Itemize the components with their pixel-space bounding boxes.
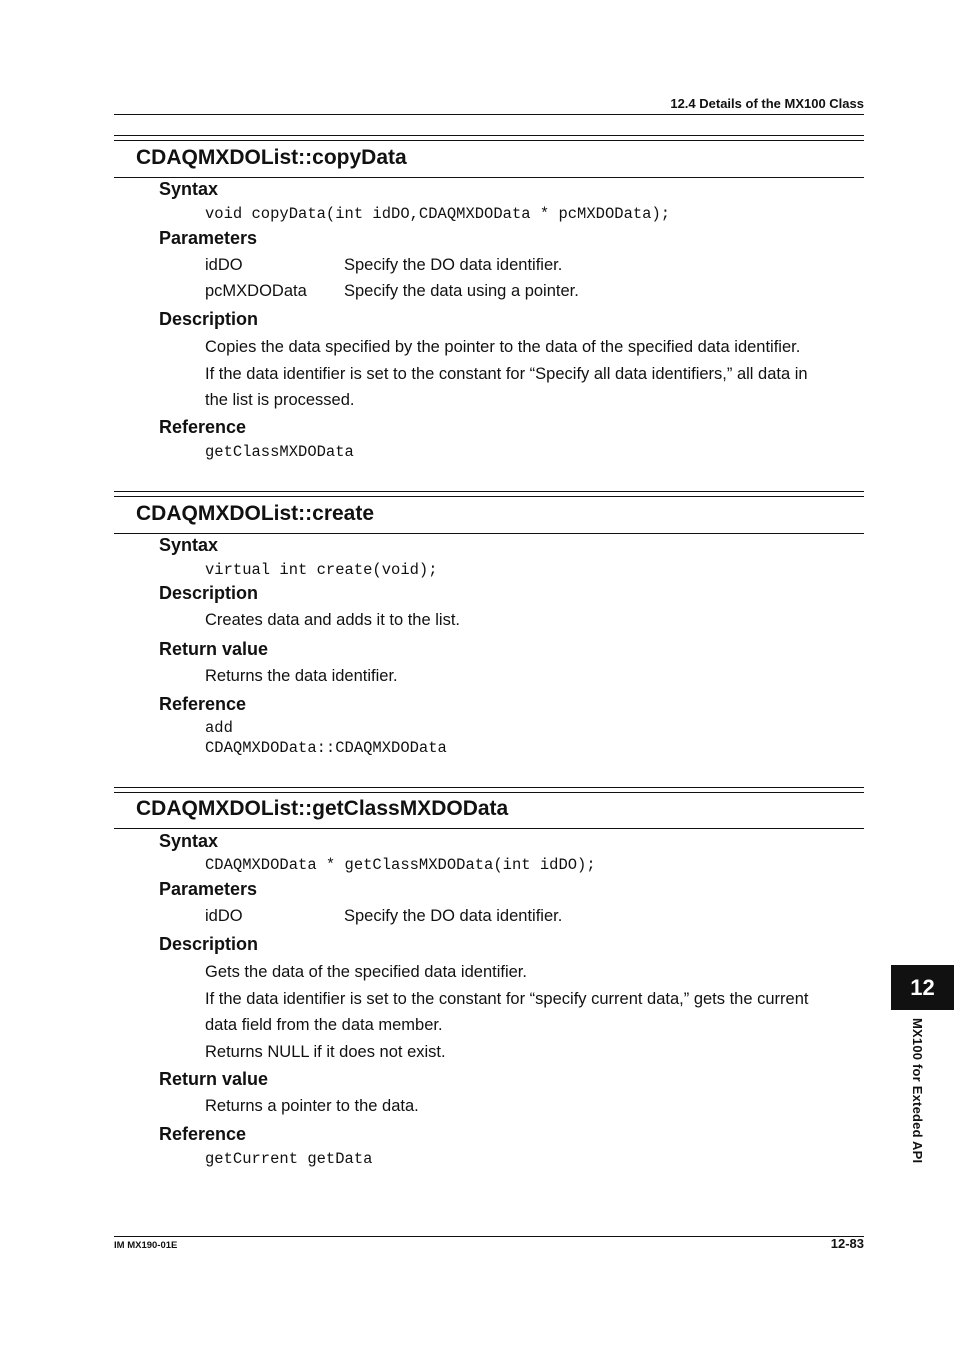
description-line: Copies the data specified by the pointer to the data of the specified data identifier. <box>205 338 801 356</box>
param-desc: Specify the data using a pointer. <box>344 282 579 300</box>
footer-doc-id: IM MX190-01E <box>114 1240 178 1251</box>
return-text: Returns the data identifier. <box>205 667 398 685</box>
syntax-heading: Syntax <box>159 179 219 199</box>
description-line: Gets the data of the specified data identifier. <box>205 963 527 981</box>
description-line: Creates data and adds it to the list. <box>205 611 460 629</box>
parameters-heading: Parameters <box>159 879 258 899</box>
param-desc: Specify the DO data identifier. <box>344 907 563 925</box>
section-rule-bottom <box>114 177 864 178</box>
return-heading: Return value <box>159 639 269 659</box>
reference-code: getClassMXDOData <box>205 443 354 461</box>
reference-heading: Reference <box>159 417 247 437</box>
reference-code: getCurrent getData <box>205 1150 373 1168</box>
description-heading: Description <box>159 583 259 603</box>
description-line: the list is processed. <box>205 391 355 409</box>
reference-heading: Reference <box>159 1124 247 1144</box>
param-name: idDO <box>205 907 243 925</box>
syntax-code: CDAQMXDOData * getClassMXDOData(int idDO); <box>205 856 596 874</box>
return-text: Returns a pointer to the data. <box>205 1097 419 1115</box>
param-name: idDO <box>205 256 243 274</box>
reference-code: CDAQMXDOData::CDAQMXDOData <box>205 739 447 757</box>
footer-page-number: 12-83 <box>830 1236 864 1251</box>
section-rule-bottom <box>114 828 864 829</box>
reference-heading: Reference <box>159 694 247 714</box>
footer-rule <box>114 1236 864 1237</box>
running-header: 12.4 Details of the MX100 Class <box>670 96 864 111</box>
section-title: CDAQMXDOList::getClassMXDOData <box>136 797 509 820</box>
description-heading: Description <box>159 934 259 954</box>
parameters-heading: Parameters <box>159 228 258 248</box>
description-line: If the data identifier is set to the constant for “specify current data,” gets the current <box>205 989 809 1008</box>
description-text <box>205 959 855 1065</box>
reference-code: add <box>205 719 233 737</box>
section-title: CDAQMXDOList::create <box>136 502 375 525</box>
section-rule-top <box>114 135 864 136</box>
description-line: If the data identifier is set to the constant for “Specify all data identifiers,” all data in <box>205 364 808 383</box>
syntax-code: virtual int create(void); <box>205 561 438 579</box>
description-line: data field from the data member. <box>205 1016 443 1034</box>
section-rule-top <box>114 787 864 788</box>
description-text <box>205 607 855 634</box>
section-rule-top <box>114 792 864 793</box>
param-desc: Specify the DO data identifier. <box>344 256 563 274</box>
syntax-heading: Syntax <box>159 831 219 851</box>
return-heading: Return value <box>159 1069 269 1089</box>
syntax-code: void copyData(int idDO,CDAQMXDOData * pcMXDOData); <box>205 205 671 223</box>
section-rule-top <box>114 491 864 492</box>
section-rule-top <box>114 496 864 497</box>
chapter-tab-label: MX100 for Exteded API <box>910 1018 925 1164</box>
header-rule <box>114 114 864 115</box>
description-text <box>205 334 855 414</box>
section-title: CDAQMXDOList::copyData <box>136 146 407 169</box>
description-heading: Description <box>159 309 259 329</box>
section-rule-bottom <box>114 533 864 534</box>
param-name: pcMXDOData <box>205 282 307 300</box>
description-line: Returns NULL if it does not exist. <box>205 1042 446 1061</box>
chapter-tab: 12 <box>891 965 954 1010</box>
syntax-heading: Syntax <box>159 535 219 555</box>
section-rule-top <box>114 140 864 141</box>
